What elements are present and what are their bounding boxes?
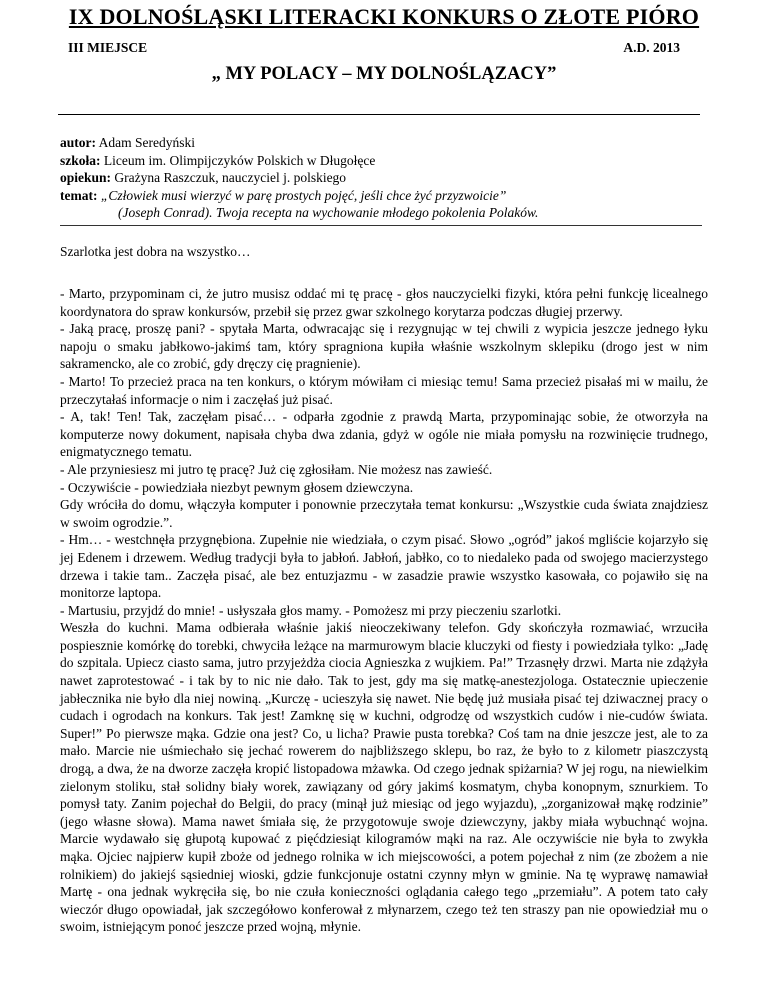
header-divider xyxy=(58,114,700,115)
paragraph: - Hm… - westchnęła przygnębiona. Zupełnie nie wiedziała, o czym pisać. Słowo „ogród” jakoś mgliście kojarzyło się jej Edenem i drzewem. Według tradycji była to jabłoń. Jabłoń, jabłko, co to niedaleko pada od swojego macierzystego drzewa i takie tam.. Zaczęła pisać, ale bez entuzjazmu - w zasadzie prawie wszystko kasowała, co pojawiło się na monitorze laptopa. xyxy=(60,532,708,601)
author-value: Adam Seredyński xyxy=(96,135,195,150)
school-label: szkoła: xyxy=(60,152,101,168)
story-body xyxy=(60,285,708,936)
supervisor-value: Grażyna Raszczuk, nauczyciel j. polskiego xyxy=(111,170,347,186)
author-line xyxy=(60,134,740,152)
supervisor-label: opiekun: xyxy=(60,170,112,186)
school-value: Liceum im. Olimpijczyków Polskich w Długołęce xyxy=(100,152,376,168)
author-label: autor: xyxy=(60,135,96,150)
supervisor-line xyxy=(60,169,740,187)
place-label: III MIEJSCE xyxy=(68,40,148,55)
paragraph: Gdy wróciła do domu, włączyła komputer i ponownie przeczytała temat konkursu: „Wszystkie cuda świata znajdziesz w swoim ogrodzie.”. xyxy=(60,497,708,530)
paragraph: - Ale przyniesiesz mi jutro tę pracę? Już cię zgłosiłam. Nie możesz nas zawieść. xyxy=(60,461,493,477)
paragraph: - Jaką pracę, proszę pani? - spytała Marta, odwracając się i rezygnując w tej chwili z wypicia jeszcze jednego łyku napoju o smaku jabłkowo-jakimś tam, który spragniona kupiła właśnie wszkolnym sklepiku (drogo jest w nim sakramencko, ale co zrobić, gdy dręczy cię pragnienie). xyxy=(60,321,708,372)
contest-motto: „ MY POLACY – MY DOLNOŚLĄZACY” xyxy=(211,64,557,84)
topic-line xyxy=(60,187,740,205)
school-line xyxy=(60,152,740,170)
topic-value: „Człowiek musi wierzyć w parę prostych pojęć, jeśli chce żyć przyzwoicie” xyxy=(97,187,507,203)
topic-continuation: (Joseph Conrad). Twoja recepta na wychowanie młodego pokolenia Polaków. xyxy=(118,205,539,221)
paragraph: Weszła do kuchni. Mama odbierała właśnie jakiś nieoczekiwany telefon. Gdy skończyła rozmawiać, wrzuciła pospiesznie komórkę do torebki, chwyciła leżące na marmurowym blacie kluczyki od fiesty i powiedziała tylko: „Jadę do szpitala. Upiecz ciasto sama, jutro przyjeżdża ciocia Agnieszka z wujkiem. Pa!” Trzasnęły drzwi. Marta nie zdążyła nawet zaprotestować - i tak by to nic nie dało. Tak to jest, gdy ma się matkę-anestezjologa. Ostatecznie upieczenie jabłecznika nie było dla niej nowiną. „Kurczę - ucieszyła się nawet. Nie będę już musiała pisać tej dziwacznej pracy o cudach i ogrodach na konkurs. Tak jest! Zamknę się w kuchni, odgrodzę od wszystkich cudów i nie-cudów świata. Super!” Po pierwsze mąka. Gdzie ona jest? Co, u licha? Prawie pusta torebka? Coś tam na dnie jeszcze jest, ale to za mało. Marcie nie uśmiechało się jechać rowerem do najbliższego sklepu, bo raz, że było to z kilometr piaszczystą drogą, a dwa, że na dworze zaczęła kropić listopadowa mżawka. Od czego jednak spiżarnia? W jej rogu, na niewielkim zielonym stoliku, stał solidny biały worek, zawiązany od góry jakimś kosmatym, chyba konopnym, sznurkiem. To pomysł taty. Zanim pojechał do Belgii, do pracy (minął już miesiąc od jego wyjazdu), „zorganizował mąkę rodzinie” (jego własne słowa). Mama nawet śmiała się, że przygotowuje swoje dziewczyny, jakby miała wybuchnąć wojna. Marcie wydawało się głupotą kupować z pięćdziesiąt kilogramów mąki na raz. Ale oczywiście nie była to zwykła mąka. Ojciec najpierw kupił zboże od jednego rolnika w ich miejscowości, a potem pojechał z nim (ze zbożem a nie rolnikiem) do jakiejś sąsiedniej wioski, gdzie funkcjonuje ostatni czynny młyn w gminie. Na tę wyprawę namawiał Martę - ona jednak wykręciła się, bo nie czuła konieczności oglądania całego tego „przemiału”. A potem tato cały wieczór długo opowiadał, jak szczegółowo konferował z młynarzem, czego też ten straszy pan nie opowiedział mu o swoim, istniejącym ponoć jeszcze przed wojną, młynie. xyxy=(60,620,708,935)
year-label: A.D. 2013 xyxy=(623,40,680,55)
paragraph: - Marto! To przecież praca na ten konkurs, o którym mówiłam ci miesiąc temu! Sama przecież pisałaś mi w mailu, że przeczytałaś informacje o nim i zaczęłaś już pisać. xyxy=(60,373,708,407)
submission-metadata xyxy=(60,134,740,222)
paragraph: - Oczywiście - powiedziała niezbyt pewnym głosem dziewczyna. xyxy=(60,479,414,495)
paragraph: - Marto, przypominam ci, że jutro musisz oddać mi tę pracę - głos nauczycielki fizyki, która pełni funkcję licealnego koordynatora do spraw konkursów, przebił się przez gwar szkolnego korytarza podczas długiej przerwy. xyxy=(60,286,708,319)
paragraph: - A, tak! Ten! Tak, zaczęłam pisać… - odparła zgodnie z prawdą Marta, przypominając sobie, że otworzyła na komputerze nowy dokument, napisała chyba dwa zdania, gdyż w ogóle nie miała pomysłu na rozwinięcie trudnego, enigmatycznego tematu. xyxy=(60,409,708,460)
contest-title: IX DOLNOŚLĄSKI LITERACKI KONKURS O ZŁOTE PIÓRO xyxy=(68,4,700,29)
metadata-divider xyxy=(60,225,702,226)
topic-label: temat: xyxy=(60,187,98,203)
story-opening: Szarlotka jest dobra na wszystko… xyxy=(60,244,251,259)
paragraph: - Martusiu, przyjdź do mnie! - usłyszała głos mamy. - Pomożesz mi przy pieczeniu szarlotki. xyxy=(60,602,562,618)
